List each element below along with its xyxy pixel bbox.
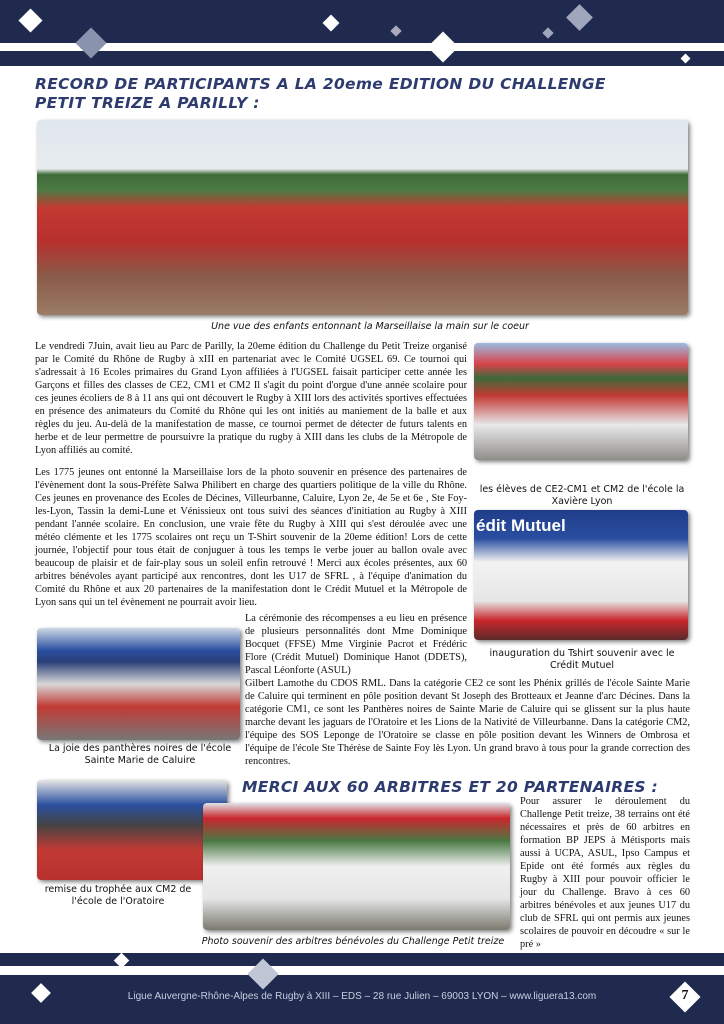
footer-band-upper — [0, 953, 724, 966]
caption-main-photo: Une vue des enfants entonnant la Marseillaise la main sur le coeur — [211, 321, 529, 332]
photo-trophee-oratoire — [37, 780, 227, 880]
article-paragraph-1: Le vendredi 7Juin, avait lieu au Parc de Parilly, la 20eme édition du Challenge du Petit Treize organisé par le Comité du Rhône de Rugby à xIII en partenariat avec le Comité UGSEL 69. Ce tournoi qui s'adressait à 16 Ecoles primaires du Grand Lyon affiliées à l'UGSEL faisait participer cette année les Garçons et filles des classes de CE2, CM1 et CM2 Il s'agit du point d'orgue d'une année scolaire pour ces jeunes écoliers de 8 à 11 ans qui ont découvert le Rugby à XIII lors des activités sportives effectuées en présence des animateurs du Comité du Rhône qui les ont initiés au maniement de la balle et aux règles du jeu. Au-delà de la manifestation de masse, ce tournoi permet de détecter de futurs talents en herbe et de leur permettre de poursuivre la pratique du rugby à XIII dans les clubs de la Métropole de Lyon affiliés au comité. — [35, 341, 467, 456]
photo-arbitres — [203, 803, 510, 930]
header-stripe — [0, 43, 724, 51]
caption-tshirt: inauguration du Tshirt souvenir avec le Crédit Mutuel — [489, 648, 675, 671]
page-title — [35, 75, 695, 113]
photo-children-marseillaise — [37, 120, 688, 315]
banner-credit-mutuel: édit Mutuel — [476, 516, 566, 535]
article-paragraph-3b: Gilbert Lamothe du CDOS RML. Dans la catégorie CE2 ce sont les Phénix grillés de l'école Sainte Marie de Caluire qui terminent en pôle position devant St Joseph des Brotteaux et Jeanne d'arc Décines. Dans la catégorie CM1, ce sont les Panthères noires de Sainte Marie de Caluire qui se glissent sur la plus haute marche devant les jaguars de l'Oratoire et les Lions de la Nativité de Villeurbanne. Dans la catégorie CM2, l'équipe des SOS Leponge de l'Oratoire se classe en pôle position devant les Winners de Ombrosa et l'équipe de l'école Ste Thérèse de Sainte Foy lès Lyon. Un grand bravo à tous pour la grande correction des rencontres. — [245, 678, 690, 767]
photo-eleves-xaviere — [474, 343, 688, 460]
page-number: 7 — [681, 988, 689, 1003]
header-band — [0, 0, 724, 43]
article-paragraph-2: Les 1775 jeunes ont entonné la Marseillaise lors de la photo souvenir en présence des partenaires de l'évènement dont la sous-Préfète Salwa Philibert en charge des quartiers politique de la ville du Rhône. Ces jeunes en provenance des Ecoles de Décines, Villeurbanne, Caluire, Lyon 2e, 4e 5e et 6e , Ste Foy-les-Lyon, Tassin la demi-Lune et Vénissieux ont tous suivi des séances d'initiation au Rugby à XIII pendant l'année scolaire. En conclusion, une vraie fête du Rugby à XIII qui s'est déroulée avec une météo clémente et les 1775 scolaires ont reçu un T-Shirt souvenir de la 20eme édition! Lors de cette journée, l'objectif pour tous était de conjuguer à tous les temps le verbe jouer au ballon ovale avec beaucoup de plaisir et de fair-play sous un soleil enfin retrouvé ! Merci aux écoles présentes, aux 60 arbitres bénévoles ayant participé aux rencontres, dont les U17 de SFRL , à l'équipe d'animation du Comité du Rhône et aux 20 partenaires de la manifestation dont le Crédit Mutuel et la Métropole de Lyon sans qui un tel évènement ne pourrait avoir lieu. — [35, 467, 467, 608]
section-title-arbitres: MERCI AUX 60 ARBITRES ET 20 PARTENAIRES : — [242, 778, 659, 796]
caption-eleves: les élèves de CE2-CM1 et CM2 de l'école la Xavière Lyon — [479, 484, 685, 507]
footer-stripe — [0, 966, 724, 975]
title-line-2: PETIT TREIZE A PARILLY : — [35, 94, 260, 112]
article-paragraph-3a: La cérémonie des récompenses a eu lieu en présence de plusieurs personnalités dont Mme Dominique Bocquet (FFSE) Mme Virginie Pacrot et Frédéric Flore (Crédit Mutuel) Dominique Hanot (DDETS), Pascal Léonforte (ASUL) — [245, 613, 467, 676]
caption-arbitres: Photo souvenir des arbitres bénévoles du Challenge Petit treize — [201, 936, 505, 947]
header-band-lower — [0, 51, 724, 66]
section2-paragraph: Pour assurer le déroulement du Challenge Petit treize, 38 terrains ont été nécessaires et près de 60 arbitres en formation BP JEPS à Métisports mais aussi à UCPA, ASUL, Ipso Campus et Epide ont été formés aux règles du Rugby à XIII pour pouvoir officier le jour du Challenge. Bravo à ces 60 arbitres bénévoles et aux jeunes U17 du club de SFRL qui ont permis aux jeunes scolaires de pouvoir en découdre « sur le pré » — [520, 796, 690, 950]
photo-tshirt-credit-mutuel — [474, 510, 688, 640]
footer-address: Ligue Auvergne-Rhône-Alpes de Rugby à XIII – EDS – 28 rue Julien – 69003 LYON – www.liguera13.com — [127, 991, 597, 1002]
title-line-1: RECORD DE PARTICIPANTS A LA 20eme EDITION DU CHALLENGE — [35, 75, 606, 93]
caption-pantheres: La joie des panthères noires de l'école Sainte Marie de Caluire — [48, 743, 232, 766]
caption-trophee: remise du trophée aux CM2 de l'école de l'Oratoire — [44, 884, 192, 907]
photo-pantheres-noires — [37, 628, 240, 740]
